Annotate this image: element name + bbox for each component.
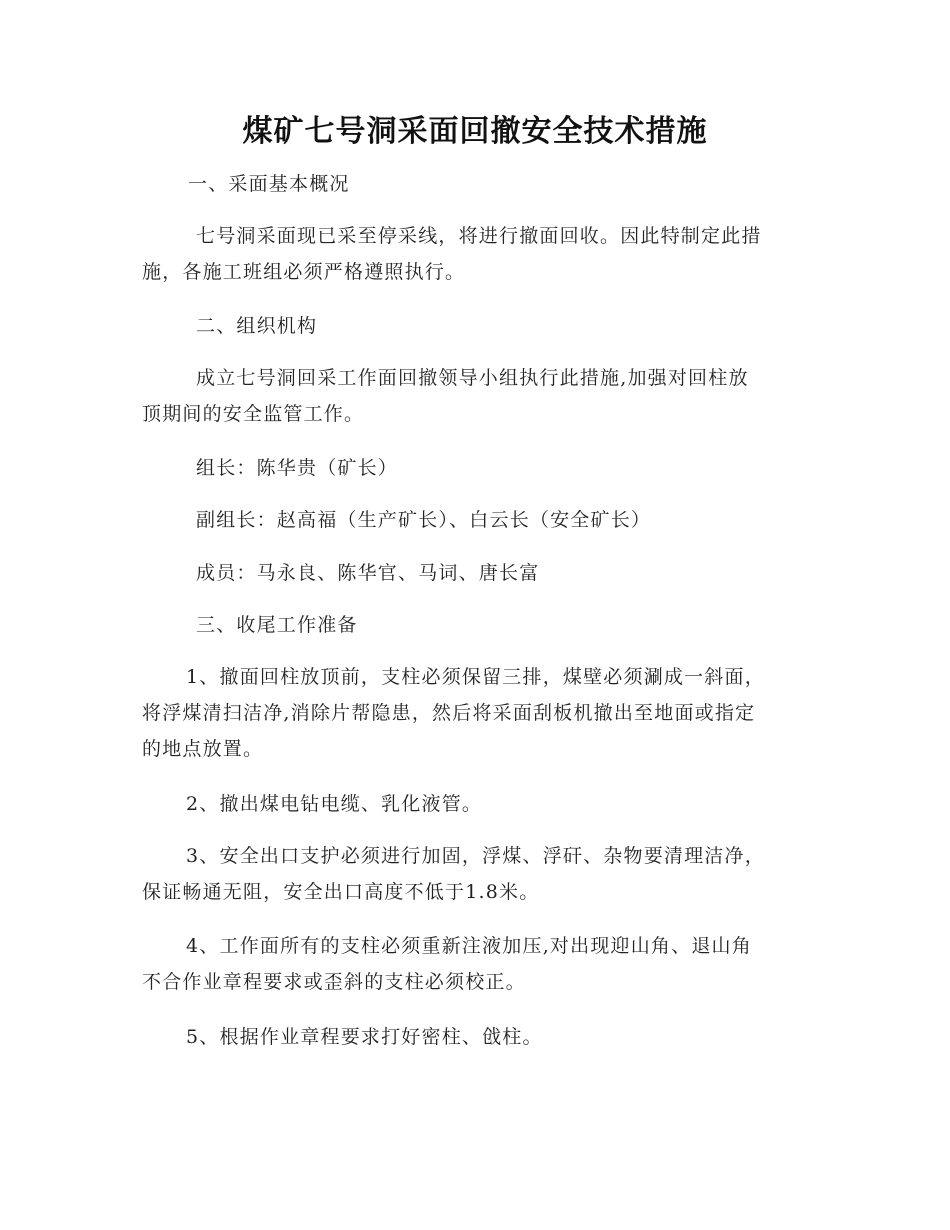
section-heading-3 (142, 607, 806, 643)
text-line: 一、采面基本概况 (188, 173, 350, 195)
text-line: 组长：陈华贵（矿长） (196, 457, 399, 479)
text-line: 5、根据作业章程要求打好密柱、戗柱。 (186, 1026, 543, 1048)
paragraph-leader (142, 450, 806, 486)
paragraph-1 (142, 218, 806, 290)
text-line: 成员：马永良、陈华官、马词、唐长富 (196, 562, 540, 584)
text-line: 不合作业章程要求或歪斜的支柱必须校正。 (142, 971, 526, 993)
text-line: 二、组织机构 (196, 315, 318, 337)
text-line: 七号洞采面现已采至停采线，将进行撤面回收。因此特制定此措 (196, 225, 762, 247)
text-line: 顶期间的安全监管工作。 (142, 403, 365, 425)
paragraph-item-4 (142, 928, 806, 1000)
paragraph-item-3 (142, 838, 806, 910)
section-heading-2 (142, 308, 806, 344)
paragraph-deputy-leader (142, 502, 806, 538)
text-line: 保证畅通无阻，安全出口高度不低于1.8米。 (142, 881, 540, 903)
document-title: 煤矿七号洞采面回撤安全技术措施 (242, 114, 708, 149)
text-line: 的地点放置。 (142, 738, 264, 760)
section-heading-1 (142, 166, 806, 202)
text-line: 3、安全出口支护必须进行加固，浮煤、浮矸、杂物要清理洁净， (186, 845, 765, 867)
text-line: 4、工作面所有的支柱必须重新注液加压,对出现迎山角、退山角 (186, 935, 752, 957)
text-line: 成立七号洞回采工作面回撤领导小组执行此措施,加强对回柱放 (196, 367, 749, 389)
text-line: 施，各施工班组必须严格遵照执行。 (142, 261, 466, 283)
text-line: 1、撤面回柱放顶前，支柱必须保留三排，煤壁必须涮成一斜面， (186, 666, 765, 688)
paragraph-item-5 (142, 1019, 806, 1055)
text-line: 副组长：赵高福（生产矿长）、白云长（安全矿长） (196, 509, 652, 531)
text-line: 2、撤出煤电钻电缆、乳化液管。 (186, 793, 483, 815)
text-line: 将浮煤清扫洁净,消除片帮隐患，然后将采面刮板机撤出至地面或指定 (142, 702, 756, 724)
paragraph-item-2 (142, 786, 806, 822)
text-line: 三、收尾工作准备 (196, 614, 358, 636)
paragraph-members (142, 555, 806, 591)
paragraph-2 (142, 360, 806, 432)
paragraph-item-1 (142, 659, 806, 767)
